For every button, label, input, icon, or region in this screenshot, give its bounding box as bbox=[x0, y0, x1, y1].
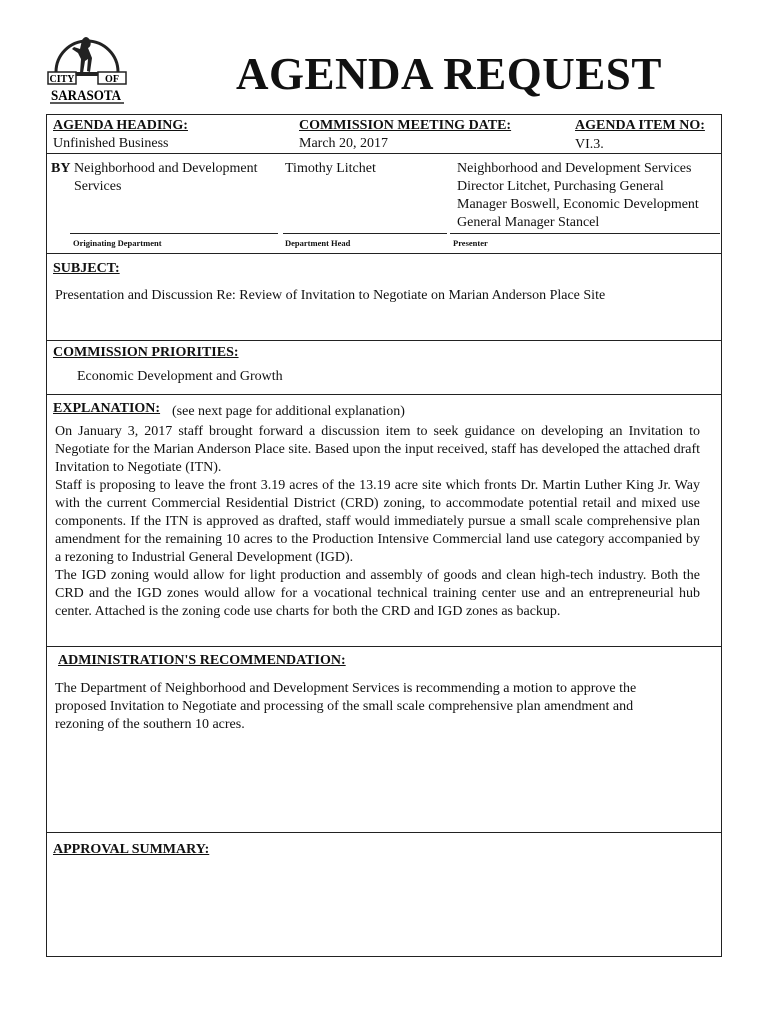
agenda-heading-label: AGENDA HEADING: bbox=[53, 118, 188, 133]
recommendation-line: rezoning of the southern 10 acres. bbox=[55, 717, 245, 732]
divider bbox=[47, 832, 721, 833]
presenter-line: Neighborhood and Development Services bbox=[457, 161, 692, 176]
divider bbox=[47, 394, 721, 395]
agenda-heading-value: Unfinished Business bbox=[53, 136, 169, 151]
originating-department-caption: Originating Department bbox=[73, 238, 162, 248]
explanation-note: (see next page for additional explanation) bbox=[172, 404, 405, 419]
originating-department-line: Neighborhood and Development bbox=[74, 161, 258, 176]
priorities-label: COMMISSION PRIORITIES: bbox=[53, 345, 239, 360]
item-no-value: VI.3. bbox=[575, 137, 604, 152]
presenter-line: Director Litchet, Purchasing General bbox=[457, 179, 664, 194]
subject-label: SUBJECT: bbox=[53, 261, 120, 276]
department-head-caption: Department Head bbox=[285, 238, 351, 248]
explanation-label: EXPLANATION: bbox=[53, 401, 161, 416]
priorities-text: Economic Development and Growth bbox=[77, 369, 283, 384]
by-label: BY bbox=[51, 161, 71, 176]
presenter-line: General Manager Stancel bbox=[457, 215, 600, 230]
department-head-value: Timothy Litchet bbox=[285, 161, 376, 176]
subject-text: Presentation and Discussion Re: Review of Invitation to Negotiate on Marian Anderson Place Site bbox=[55, 288, 606, 303]
presenter-caption: Presenter bbox=[453, 238, 488, 248]
meeting-date-value: March 20, 2017 bbox=[299, 136, 389, 151]
svg-text:CITY: CITY bbox=[49, 74, 75, 85]
divider bbox=[47, 646, 721, 647]
explanation-body bbox=[55, 423, 700, 621]
explanation-paragraph: The IGD zoning would allow for light production and assembly of goods and clean high-tech industry. Both the CRD and the IGD zones would allow for a vocational technical training center use and an entrepreneurial hub center. Attached is the zoning code use charts for both the CRD and IGD zones as backup. bbox=[55, 568, 700, 619]
agenda-form bbox=[46, 114, 722, 957]
explanation-paragraph: On January 3, 2017 staff brought forward a discussion item to seek guidance on developing an Invitation to Negotiate for the Marian Anderson Place site. Based upon the input received, staff has developed the attached draft Invitation to Negotiate (ITN). bbox=[55, 424, 700, 475]
recommendation-line: The Department of Neighborhood and Development Services is recommending a motion to approve the bbox=[55, 681, 637, 696]
svg-text:SARASOTA: SARASOTA bbox=[51, 88, 122, 104]
svg-text:OF: OF bbox=[105, 74, 119, 85]
originating-department-line: Services bbox=[74, 179, 122, 194]
signature-line bbox=[70, 233, 278, 234]
signature-line bbox=[450, 233, 720, 234]
item-no-label: AGENDA ITEM NO: bbox=[575, 118, 705, 133]
recommendation-line: proposed Invitation to Negotiate and processing of the small scale comprehensive plan amendment and bbox=[55, 699, 634, 714]
approval-summary-label: APPROVAL SUMMARY: bbox=[53, 842, 210, 857]
page-title: AGENDA REQUEST bbox=[236, 49, 662, 99]
divider bbox=[47, 253, 721, 254]
recommendation-label: ADMINISTRATION'S RECOMMENDATION: bbox=[58, 653, 346, 668]
meeting-date-label: COMMISSION MEETING DATE: bbox=[299, 118, 512, 133]
presenter-line: Manager Boswell, Economic Development bbox=[457, 197, 699, 212]
city-seal-logo bbox=[46, 22, 128, 106]
signature-line bbox=[283, 233, 447, 234]
explanation-paragraph: Staff is proposing to leave the front 3.19 acres of the 13.19 acre site which fronts Dr. Martin Luther King Jr. Way with the current Commercial Residential District (CRD) zoning, to accommodate potential retail and mixed use components. If the ITN is approved as drafted, staff would immediately pursue a small scale comprehensive plan amendment for the remaining 10 acres to the Production Intensive Commercial land use category accompanied by a rezoning to Industrial General Development (IGD). bbox=[55, 478, 700, 565]
divider bbox=[47, 153, 721, 154]
divider bbox=[47, 340, 721, 341]
